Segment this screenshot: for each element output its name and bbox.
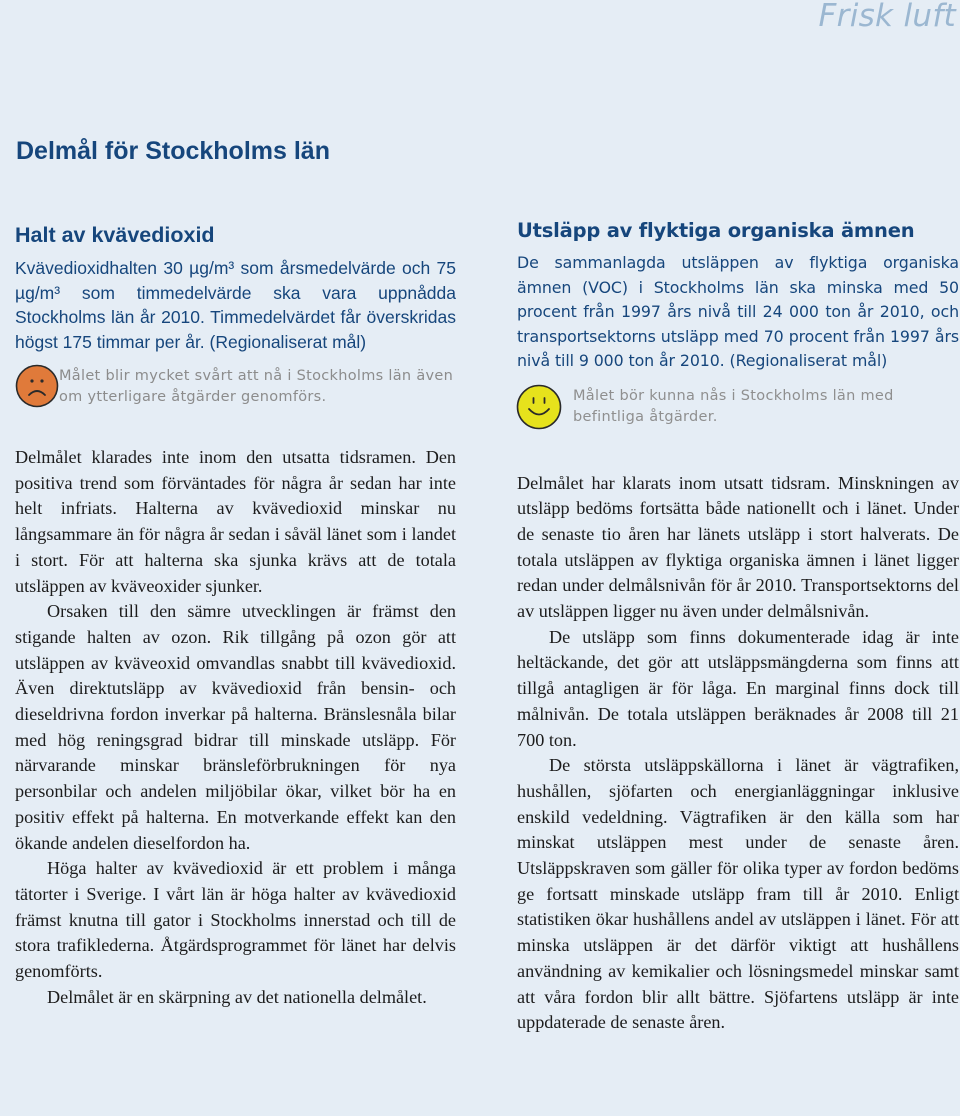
goal-description: Kvävedioxidhalten 30 µg/m³ som årsmedelvärde och 75 µg/m³ som timmedelvärde ska vara uppnådda Stockholms län år 2010. Timmedelvärdet får överskridas högst 175 timmar per år. (Regionaliserat mål) — [15, 258, 456, 352]
section-heading: Utsläpp av flyktiga organiska ämnen — [517, 219, 915, 242]
status-text: Målet blir mycket svårt att nå i Stockholms län även om ytterligare åtgärder genomförs. — [59, 368, 454, 405]
body-text — [517, 471, 959, 1036]
goal-status — [517, 388, 959, 432]
paragraph: De utsläpp som finns dokumenterade idag är inte heltäckande, det gör att utsläppsmängderna som finns att tillgå antagligen är för låga. En marginal finns dock till målnivån. De totala utsläppen beräknades år 2008 till 21 700 ton. — [517, 626, 959, 750]
paragraph: De största utsläppskällorna i länet är vägtrafiken, hushållen, sjöfarten och energianläggningar inklusive enskild vedeldning. Vägtrafiken är den källa som har minskat utsläppen mest under de senaste åren. Utsläppskraven som gäller för olika typer av fordon bedöms ge fortsatt minskade utsläpp fram till år 2010. Enligt statistiken ökar hushållens andel av utsläppen i länet. För att minska utsläppen är det därför viktigt att hushållens användning av kemikalier och lösningsmedel minskar samt att våra fordon blir allt bättre. Sjöfartens utsläpp är inte uppdaterade de senaste åren. — [517, 755, 959, 1033]
face-circle — [17, 366, 58, 407]
smiley-face-icon — [516, 384, 562, 430]
status-text: Målet bör kunna nås i Stockholms län med befintliga åtgärder. — [573, 387, 894, 425]
section-heading: Halt av kvävedioxid — [15, 223, 215, 247]
paragraph: Delmålet är en skärpning av det nationella delmålet. — [47, 986, 427, 1007]
page-title: Delmål för Stockholms län — [16, 137, 330, 165]
paragraph: Höga halter av kvävedioxid är ett problem i många tätorter i Sverige. I vårt län är höga halter av kvävedioxid främst knutna till gator i Stockholms innerstad och till de stora trafiklederna. Åtgärdsprogrammet för länet har delvis genomförts. — [15, 858, 456, 982]
goal-description: De sammanlagda utsläppen av flyktiga organiska ämnen (VOC) i Stockholms län ska minska med 50 procent från 1997 års nivå till 24 000 ton år 2010, och transportsektorns utsläpp med 70 procent från 1997 års nivå till 9 000 ton år 2010. (Regionaliserat mål) — [517, 253, 959, 370]
body-text — [15, 445, 456, 1010]
face-circle — [518, 385, 561, 428]
sad-face-icon — [15, 364, 59, 408]
header-brand: Frisk luft — [818, 0, 956, 34]
goal-status — [15, 368, 456, 412]
paragraph: Orsaken till den sämre utvecklingen är främst den stigande halten av ozon. Rik tillgång på ozon gör att utsläppen av kväveoxid omvandlas snabbt till kvävedioxid. Även direktutsläpp av kvävedioxid från bensin- och dieseldrivna fordon inverkar på halterna. Bränslesnåla bilar med hög reningsgrad bidrar till minskade utsläpp. För närvarande minskar bränsleförbrukningen för nya personbilar och andelen miljöbilar ökar, vilket bör ha en positiv effekt på halterna. En motverkande effekt kan den ökande andelen dieselfordon ha. — [15, 601, 456, 853]
section-voc — [517, 218, 959, 1036]
section-nitrogen-dioxide — [15, 222, 456, 1010]
paragraph: Delmålet har klarats inom utsatt tidsram. Minskningen av utsläpp bedöms fortsätta både nationellt och i länet. Under de senaste tio åren har länets utsläpp i stort halverats. De totala utsläppen av flyktiga organiska ämnen i länet ligger redan under delmålsnivån för år 2010. Transportsektorns del av utsläppen ligger nu även under delmålsnivån. — [517, 472, 959, 622]
paragraph: Delmålet klarades inte inom den utsatta tidsramen. Den positiva trend som förväntades för några år sedan har inte helt infriats. Halterna av kvävedioxid minskar nu långsammare än för några år sedan i såväl länet som i landet i stort. För att halterna ska sjunka krävs att de totala utsläppen av kväveoxider sjunker. — [15, 447, 456, 596]
